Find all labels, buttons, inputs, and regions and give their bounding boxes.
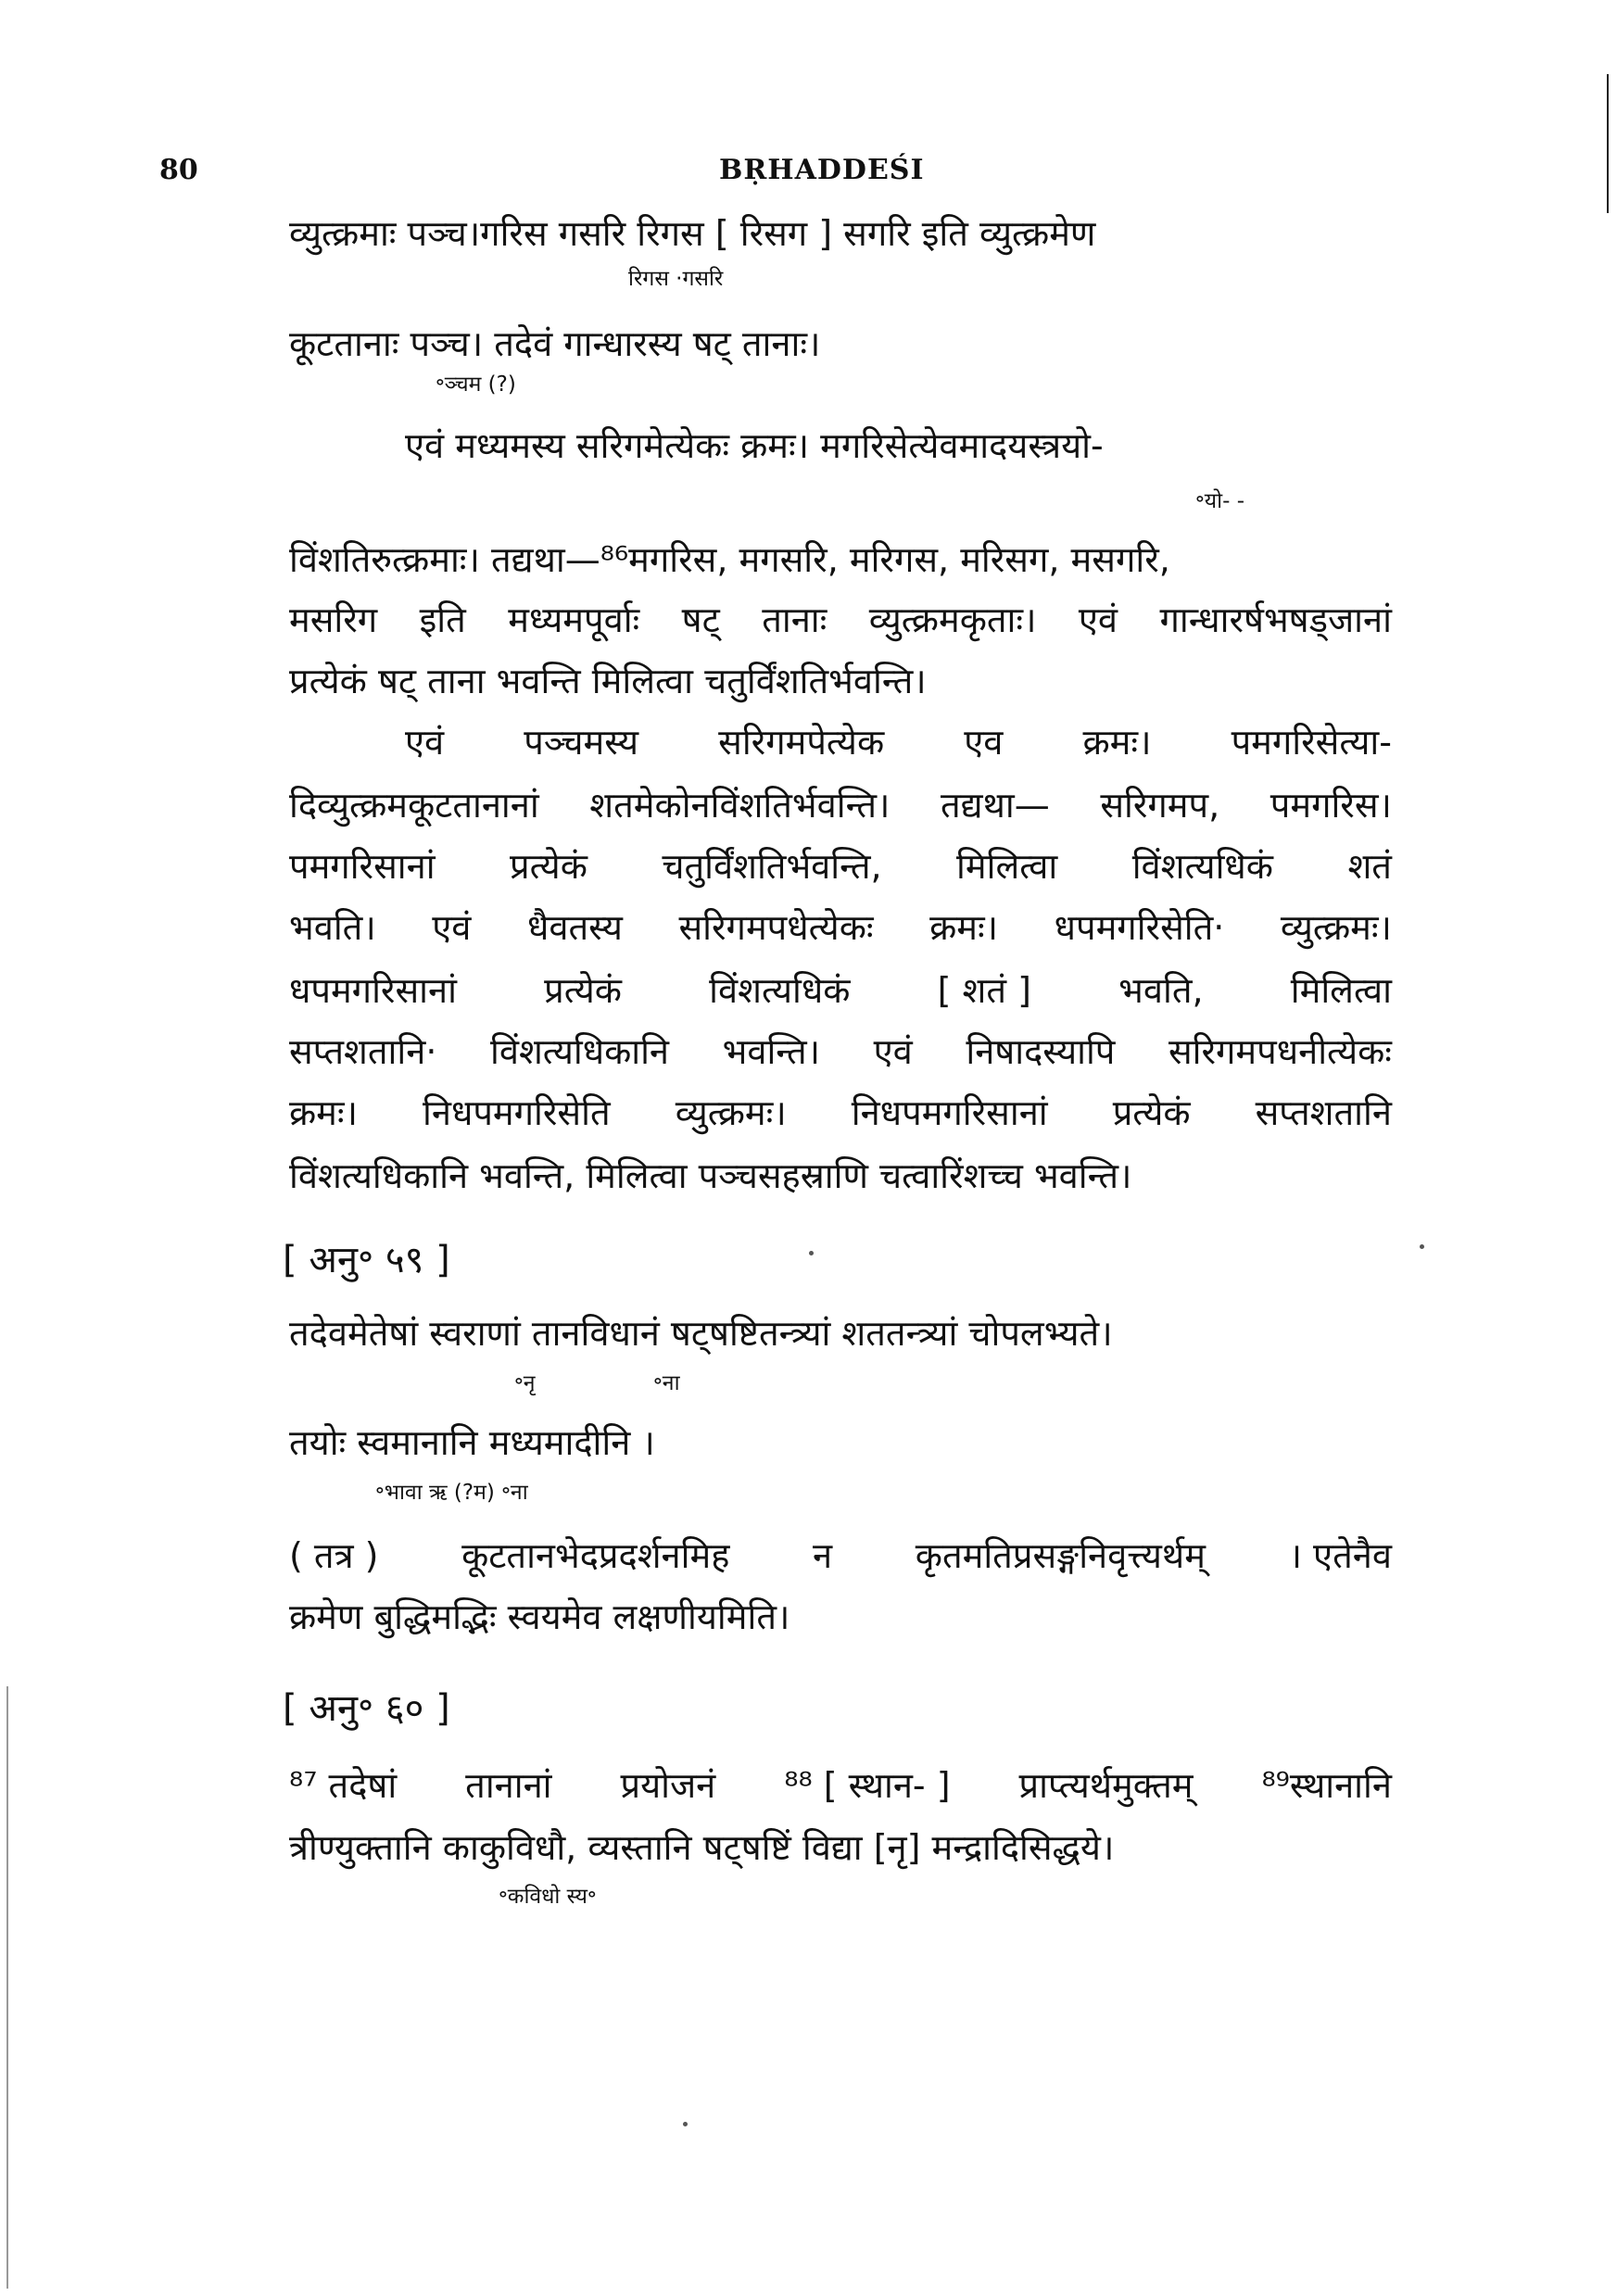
- variant-note-3: ॰यो- -: [1195, 489, 1245, 513]
- word: मसरिग: [289, 599, 378, 640]
- word: प्रत्येकं: [510, 846, 587, 887]
- text-line-19: [289, 1765, 1392, 1806]
- word: शतमेकोनविंशतिर्भवन्ति।: [589, 785, 891, 826]
- word: व्युत्क्रमः।: [675, 1092, 787, 1133]
- word: [ शतं ]: [937, 970, 1031, 1011]
- word: क्रमः।: [289, 1092, 358, 1133]
- text-line-1: व्युत्क्रमाः पञ्च।गरिस गसरि रिगस [ रिसग ] सगरि इति व्युत्क्रमेण: [289, 213, 1096, 254]
- text-line-12: [289, 1031, 1392, 1072]
- word: ⁸⁷ तदेषां: [289, 1765, 398, 1806]
- text-line-18: क्रमेण बुद्धिमद्भिः स्वयमेव लक्षणीयमिति।: [289, 1596, 790, 1637]
- variant-note-6: ॰कविधो स्य॰: [499, 1885, 597, 1909]
- word: कूटतानभेदप्रदर्शनमिह: [461, 1535, 730, 1576]
- word: पमगरिसेत्या-: [1231, 722, 1392, 763]
- scan-dot: [809, 1251, 814, 1255]
- word: मिलित्वा: [956, 846, 1058, 887]
- word: एवं: [1078, 599, 1118, 640]
- word: तानानां: [465, 1765, 552, 1806]
- word: ⁸⁸ [ स्थान- ]: [784, 1765, 951, 1806]
- text-line-9: [289, 846, 1392, 887]
- variant-note-2: ॰ञ्चम (?): [436, 372, 516, 397]
- word: सरिगमपेत्येक: [718, 722, 885, 763]
- word: व्युत्क्रमः।: [1280, 907, 1392, 948]
- word: व्युत्क्रमकृताः।: [868, 599, 1037, 640]
- variant-note-4b: ॰ना: [653, 1371, 680, 1395]
- variant-note-1: रिगस ·गसरि: [628, 267, 724, 291]
- word: एवं: [432, 907, 472, 948]
- word: क्रमः।: [1082, 722, 1152, 763]
- word: गान्धारर्षभषड्जानां: [1159, 599, 1392, 640]
- word: दिव्युत्क्रमकूटतानानां: [289, 785, 539, 826]
- word: ⁸⁹स्थानानि: [1261, 1765, 1392, 1806]
- word: सप्तशतानि: [1255, 1092, 1392, 1133]
- word: विंशत्यधिकं: [1131, 846, 1273, 887]
- text-line-8: [289, 785, 1392, 826]
- text-line-6: प्रत्येकं षट् ताना भवन्ति मिलित्वा चतुर्विंशतिर्भवन्ति।: [289, 661, 927, 701]
- word: क्रमः।: [929, 907, 999, 948]
- word: तद्यथा—: [940, 785, 1050, 826]
- word: धपमगरिसेति·: [1054, 907, 1225, 948]
- text-line-7: [405, 722, 1392, 763]
- word: मिलित्वा: [1290, 970, 1392, 1011]
- word: प्रत्येकं: [1112, 1092, 1191, 1133]
- word: भवन्ति।: [722, 1031, 821, 1072]
- text-line-3: एवं मध्यमस्य सरिगमेत्येकः क्रमः। मगरिसेत्येवमादयस्त्रयो-: [405, 425, 1104, 466]
- word: पञ्चमस्य: [524, 722, 639, 763]
- word: सरिगमपधनीत्येकः: [1168, 1031, 1392, 1072]
- word: एवं: [405, 722, 445, 763]
- word: तानाः: [762, 599, 827, 640]
- text-line-4: विंशतिरुत्क्रमाः। तद्यथा—⁸⁶मगरिस, मगसरि, मरिगस, मरिसग, मसगरि,: [289, 539, 1170, 580]
- word: न: [813, 1535, 833, 1576]
- word: निधपमगरिसेति: [423, 1092, 611, 1133]
- word: चतुर्विंशतिर्भवन्ति,: [662, 846, 882, 887]
- word: प्रत्येकं: [544, 970, 622, 1011]
- word: प्राप्त्यर्थमुक्तम्: [1018, 1765, 1194, 1806]
- word: धैवतस्य: [526, 907, 623, 948]
- section-heading-59: [ अनु॰ ५९ ]: [283, 1239, 450, 1281]
- word: इति: [419, 599, 466, 640]
- word: षट्: [681, 599, 720, 640]
- word: एवं: [873, 1031, 913, 1072]
- word: मध्यमपूर्वाः: [508, 599, 640, 640]
- word: सरिगमप,: [1100, 785, 1220, 826]
- scan-edge-line: [1607, 74, 1609, 213]
- text-line-20: त्रीण्युक्तानि काकुविधौ, व्यस्तानि षट्षष्टिं विद्या [नृ] मन्द्रादिसिद्धये।: [289, 1827, 1115, 1868]
- text-line-17: [289, 1535, 1392, 1576]
- word: पमगरिस।: [1270, 785, 1392, 826]
- word: भवति,: [1118, 970, 1204, 1011]
- variant-note-4a: ॰नृ: [514, 1371, 536, 1395]
- running-title: BṚHADDEŚI: [719, 154, 925, 186]
- word: निधपमगरिसानां: [851, 1092, 1048, 1133]
- word: पमगरिसानां: [289, 846, 436, 887]
- word: धपमगरिसानां: [289, 970, 457, 1011]
- text-line-16: तयोः स्वमानानि मध्यमादीनि ।: [289, 1422, 655, 1463]
- text-line-5: [289, 599, 1392, 640]
- scan-dot: [1420, 1244, 1424, 1249]
- scan-dot: [683, 2122, 688, 2126]
- word: सप्तशतानि·: [289, 1031, 437, 1072]
- word: कृतमतिप्रसङ्गनिवृत्त्यर्थम्: [915, 1535, 1206, 1576]
- word: ( तत्र ): [289, 1535, 379, 1576]
- page-number: 80: [159, 154, 198, 186]
- section-heading-60: [ अनु॰ ६० ]: [283, 1687, 450, 1730]
- text-line-13: [289, 1092, 1392, 1133]
- text-line-14: विंशत्यधिकानि भवन्ति, मिलित्वा पञ्चसहस्राणि चत्वारिंशच्च भवन्ति।: [289, 1155, 1132, 1196]
- text-line-15: तदेवमेतेषां स्वराणां तानविधानं षट्षष्टितन्त्र्यां शततन्त्र्यां चोपलभ्यते।: [289, 1313, 1113, 1354]
- text-line-11: [289, 970, 1392, 1011]
- word: भवति।: [289, 907, 376, 948]
- word: विंशत्यधिकं: [709, 970, 851, 1011]
- text-line-10: [289, 907, 1392, 948]
- word: विंशत्यधिकानि: [489, 1031, 670, 1072]
- word: शतं: [1347, 846, 1392, 887]
- word: । एतेनैव: [1288, 1535, 1392, 1576]
- variant-note-5: ॰भावा ऋ (?म) ॰ना: [375, 1481, 528, 1505]
- text-line-2: कूटतानाः पञ्च। तदेवं गान्धारस्य षट् तानाः।: [289, 323, 821, 364]
- word: एव: [964, 722, 1004, 763]
- scan-edge-line: [6, 1686, 8, 2289]
- word: निषादस्यापि: [966, 1031, 1116, 1072]
- word: प्रयोजनं: [620, 1765, 716, 1806]
- word: सरिगमपधेत्येकः: [678, 907, 874, 948]
